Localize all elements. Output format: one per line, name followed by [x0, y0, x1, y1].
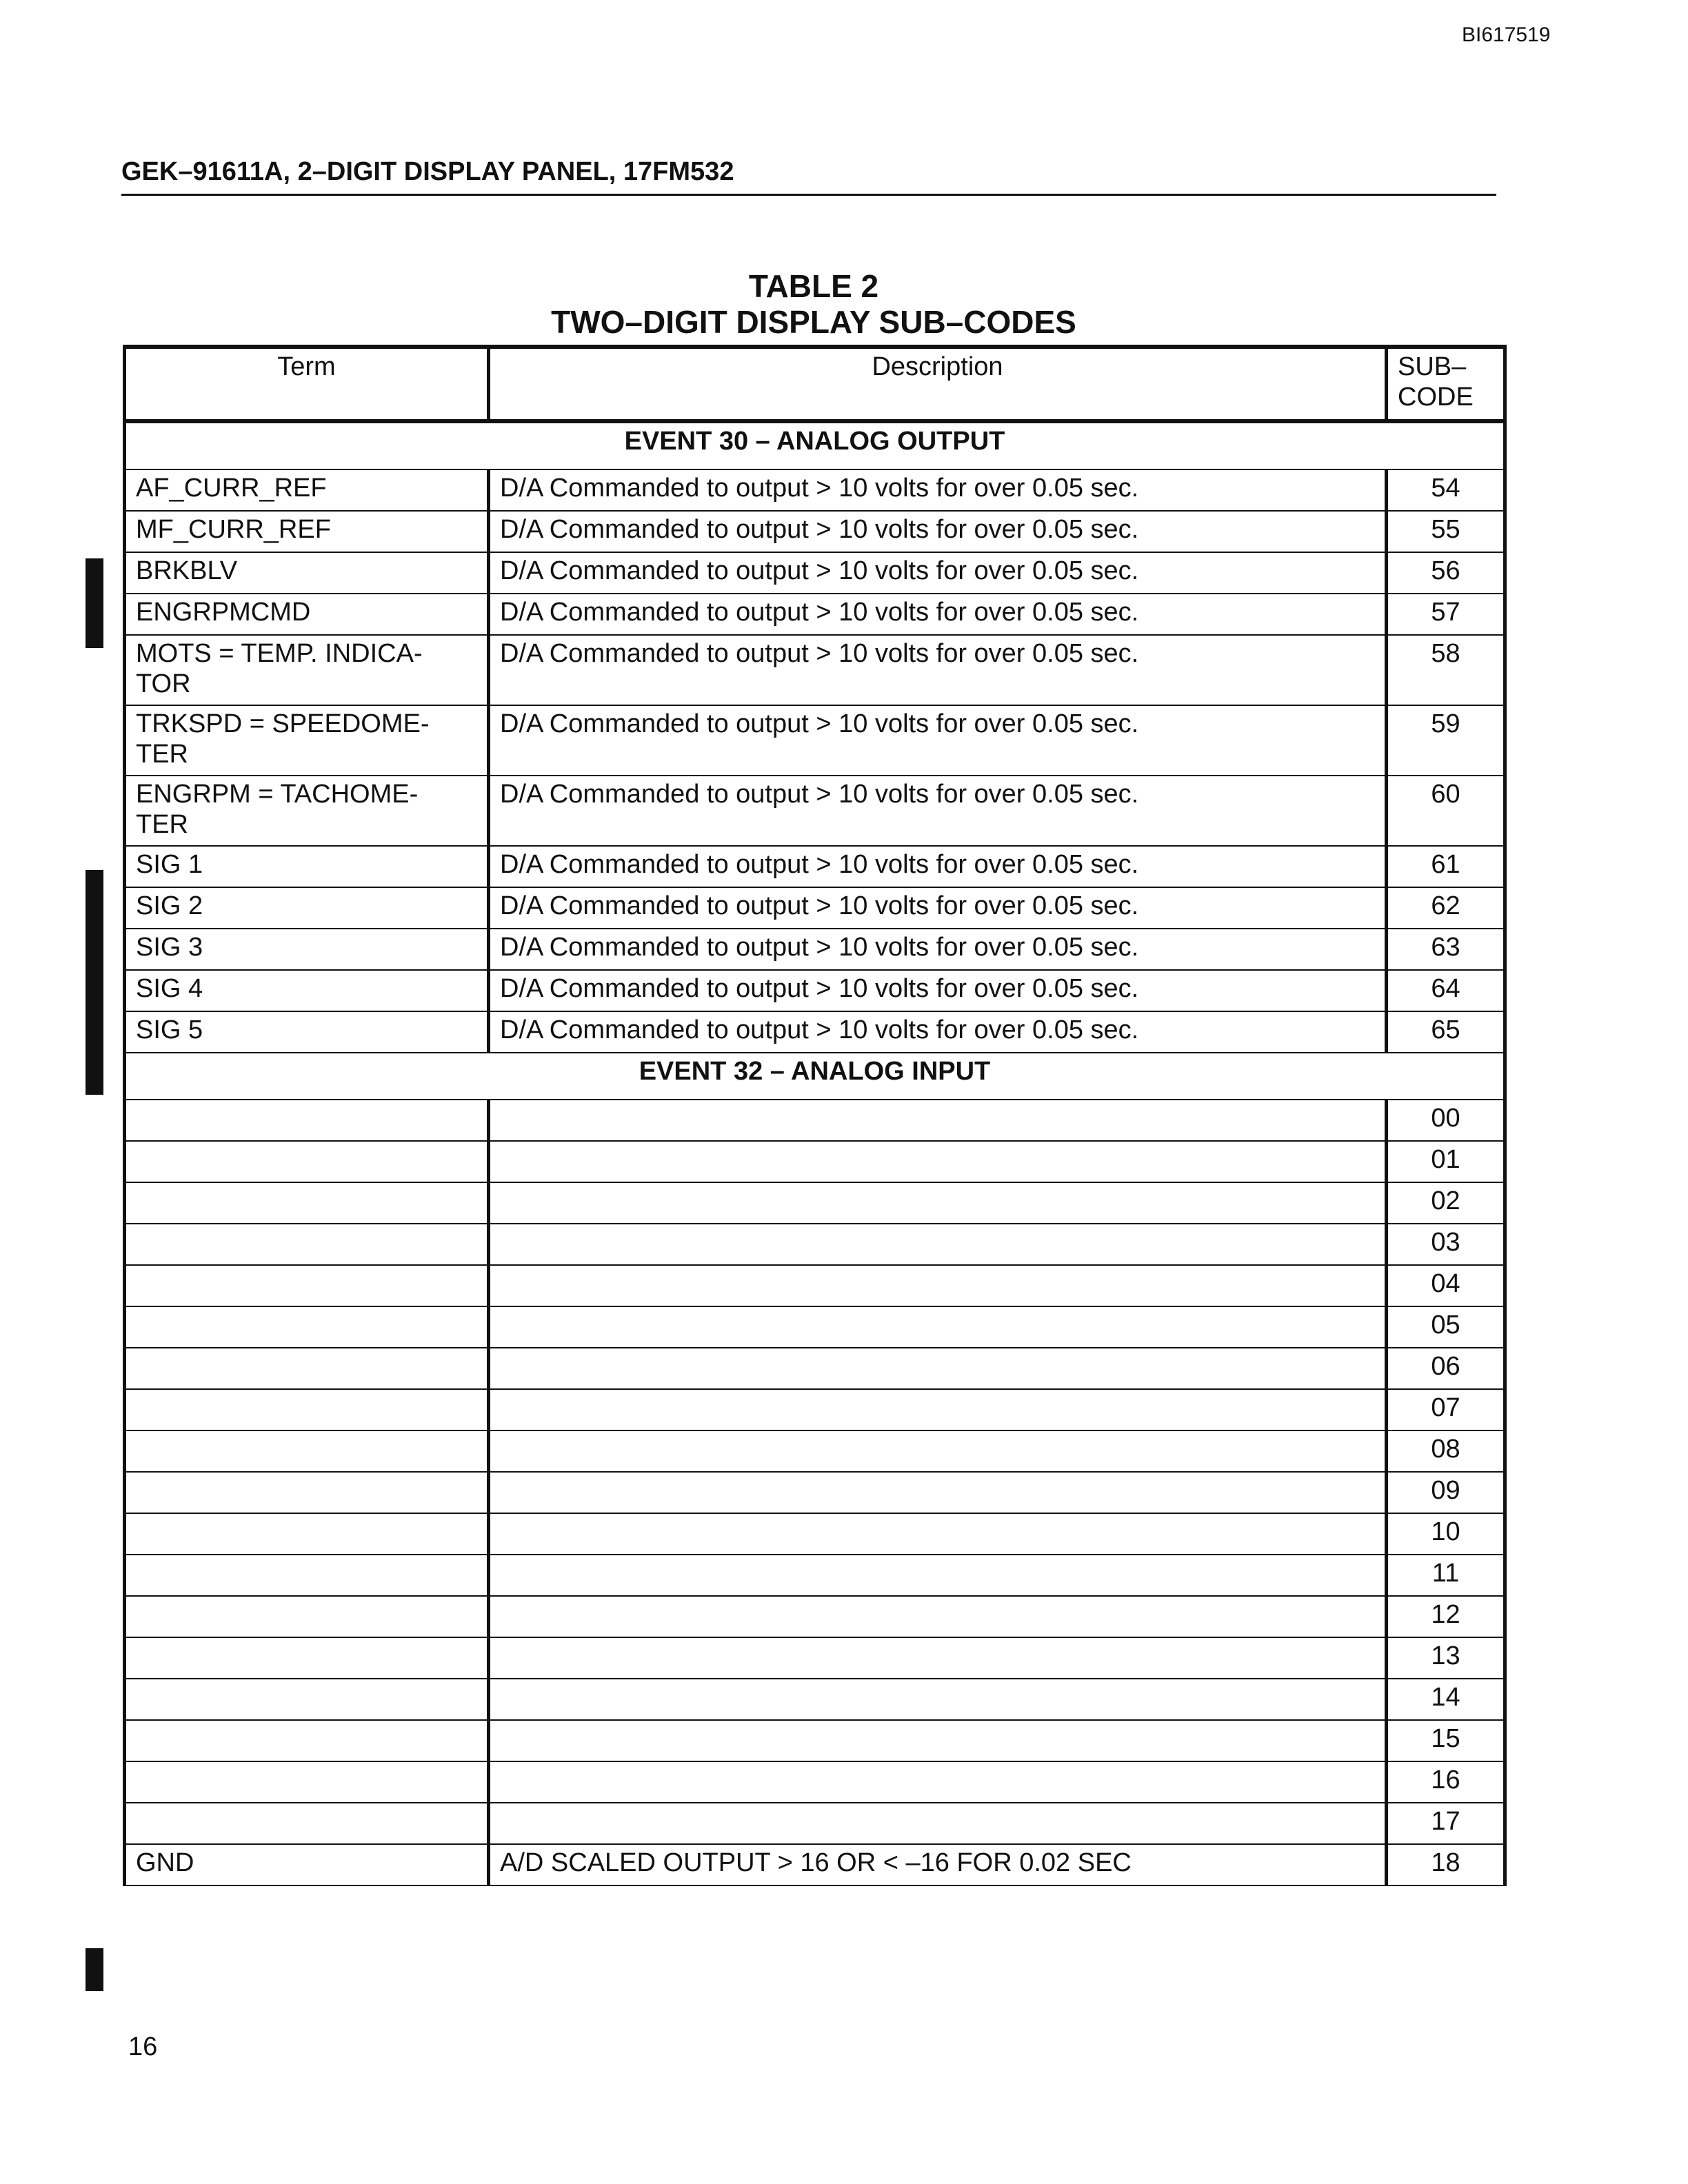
event-heading-row — [125, 421, 1505, 469]
description-cell: D/A Commanded to output > 10 volts for over 0.05 sec. — [489, 469, 1387, 511]
term-cell — [125, 1141, 489, 1182]
subcode-cell: 13 — [1387, 1637, 1505, 1679]
term-cell — [125, 1348, 489, 1389]
term-cell — [125, 1637, 489, 1679]
description-cell — [489, 1472, 1387, 1513]
table-row — [125, 511, 1505, 552]
table-row — [125, 1306, 1505, 1348]
subcode-cell: 04 — [1387, 1265, 1505, 1306]
table-row — [125, 1224, 1505, 1265]
table-row — [125, 1182, 1505, 1224]
table-row — [125, 1430, 1505, 1472]
subcode-cell: 63 — [1387, 929, 1505, 970]
table-row — [125, 635, 1505, 705]
subcode-cell: 00 — [1387, 1100, 1505, 1141]
subcode-cell: 08 — [1387, 1430, 1505, 1472]
table-row — [125, 970, 1505, 1011]
description-cell — [489, 1100, 1387, 1141]
table-row — [125, 1637, 1505, 1679]
subcode-cell: 14 — [1387, 1679, 1505, 1720]
table-row — [125, 1803, 1505, 1844]
term-cell — [125, 1596, 489, 1637]
table-body — [125, 421, 1505, 1885]
table-title: TABLE 2 — [748, 268, 879, 304]
subcode-cell: 56 — [1387, 552, 1505, 594]
description-cell — [489, 1761, 1387, 1803]
description-cell: D/A Commanded to output > 10 volts for over 0.05 sec. — [489, 846, 1387, 887]
revision-bar — [86, 870, 103, 1095]
description-cell — [489, 1513, 1387, 1555]
term-cell: SIG 3 — [125, 929, 489, 970]
term-cell — [125, 1513, 489, 1555]
running-header: GEK–91611A, 2–DIGIT DISPLAY PANEL, 17FM532 — [121, 157, 1496, 196]
subcode-cell: 60 — [1387, 776, 1505, 846]
revision-bar — [86, 1948, 103, 1991]
subcode-cell: 01 — [1387, 1141, 1505, 1182]
event-heading-row — [125, 1053, 1505, 1100]
subcode-cell: 15 — [1387, 1720, 1505, 1761]
table-row — [125, 776, 1505, 846]
description-cell: D/A Commanded to output > 10 volts for over 0.05 sec. — [489, 594, 1387, 635]
column-header-description: Description — [489, 347, 1387, 421]
term-cell — [125, 1761, 489, 1803]
table-row — [125, 1389, 1505, 1430]
subcode-cell: 03 — [1387, 1224, 1505, 1265]
table-row — [125, 1679, 1505, 1720]
term-cell — [125, 1472, 489, 1513]
description-cell — [489, 1679, 1387, 1720]
subcode-cell: 12 — [1387, 1596, 1505, 1637]
table-row — [125, 1555, 1505, 1596]
description-cell — [489, 1555, 1387, 1596]
subcode-cell: 54 — [1387, 469, 1505, 511]
subcode-cell: 55 — [1387, 511, 1505, 552]
subcode-cell: 17 — [1387, 1803, 1505, 1844]
table-row — [125, 705, 1505, 776]
event-heading: EVENT 32 – ANALOG INPUT — [125, 1053, 1505, 1100]
description-cell — [489, 1389, 1387, 1430]
subcode-cell: 11 — [1387, 1555, 1505, 1596]
table-row — [125, 1844, 1505, 1885]
description-cell — [489, 1637, 1387, 1679]
description-cell — [489, 1265, 1387, 1306]
description-cell — [489, 1182, 1387, 1224]
term-cell: SIG 2 — [125, 887, 489, 929]
revision-bar — [86, 558, 103, 648]
description-cell: D/A Commanded to output > 10 volts for over 0.05 sec. — [489, 887, 1387, 929]
subcode-cell: 02 — [1387, 1182, 1505, 1224]
term-cell — [125, 1389, 489, 1430]
table-row — [125, 1100, 1505, 1141]
subcode-cell: 59 — [1387, 705, 1505, 776]
column-header-subcode: SUB– CODE — [1387, 347, 1505, 421]
subcode-cell: 07 — [1387, 1389, 1505, 1430]
table-row — [125, 594, 1505, 635]
description-cell — [489, 1306, 1387, 1348]
description-cell — [489, 1596, 1387, 1637]
table-row — [125, 1472, 1505, 1513]
table-row — [125, 1761, 1505, 1803]
subcode-cell: 65 — [1387, 1011, 1505, 1053]
table-row — [125, 929, 1505, 970]
subcode-cell: 58 — [1387, 635, 1505, 705]
description-cell — [489, 1224, 1387, 1265]
description-cell: D/A Commanded to output > 10 volts for over 0.05 sec. — [489, 635, 1387, 705]
term-cell: ENGRPMCMD — [125, 594, 489, 635]
term-cell — [125, 1224, 489, 1265]
description-cell — [489, 1720, 1387, 1761]
term-cell: MF_CURR_REF — [125, 511, 489, 552]
description-cell — [489, 1348, 1387, 1389]
term-cell: AF_CURR_REF — [125, 469, 489, 511]
description-cell — [489, 1430, 1387, 1472]
table-header-row — [125, 347, 1505, 421]
description-cell: D/A Commanded to output > 10 volts for over 0.05 sec. — [489, 552, 1387, 594]
subcode-cell: 57 — [1387, 594, 1505, 635]
term-cell: BRKBLV — [125, 552, 489, 594]
table-row — [125, 887, 1505, 929]
term-cell: TRKSPD = SPEEDOME- TER — [125, 705, 489, 776]
term-cell: GND — [125, 1844, 489, 1885]
subcode-cell: 09 — [1387, 1472, 1505, 1513]
description-cell: D/A Commanded to output > 10 volts for over 0.05 sec. — [489, 1011, 1387, 1053]
table-row — [125, 552, 1505, 594]
subcode-cell: 05 — [1387, 1306, 1505, 1348]
table-row — [125, 1141, 1505, 1182]
subcode-table — [123, 345, 1507, 1886]
term-cell — [125, 1720, 489, 1761]
table-row — [125, 1265, 1505, 1306]
description-cell: D/A Commanded to output > 10 volts for over 0.05 sec. — [489, 776, 1387, 846]
event-heading: EVENT 30 – ANALOG OUTPUT — [125, 421, 1505, 469]
table-row — [125, 1348, 1505, 1389]
subcode-cell: 64 — [1387, 970, 1505, 1011]
description-cell — [489, 1141, 1387, 1182]
term-cell: MOTS = TEMP. INDICA- TOR — [125, 635, 489, 705]
table-row — [125, 469, 1505, 511]
table-subtitle: TWO–DIGIT DISPLAY SUB–CODES — [551, 304, 1076, 340]
subcode-cell: 16 — [1387, 1761, 1505, 1803]
column-header-term: Term — [125, 347, 489, 421]
term-cell — [125, 1265, 489, 1306]
description-cell — [489, 1803, 1387, 1844]
term-cell — [125, 1679, 489, 1720]
term-cell: SIG 4 — [125, 970, 489, 1011]
subcode-cell: 61 — [1387, 846, 1505, 887]
table-row — [125, 1011, 1505, 1053]
description-cell: D/A Commanded to output > 10 volts for over 0.05 sec. — [489, 929, 1387, 970]
description-cell: D/A Commanded to output > 10 volts for over 0.05 sec. — [489, 705, 1387, 776]
term-cell — [125, 1100, 489, 1141]
table-row — [125, 1596, 1505, 1637]
subcode-cell: 06 — [1387, 1348, 1505, 1389]
description-cell: D/A Commanded to output > 10 volts for over 0.05 sec. — [489, 970, 1387, 1011]
term-cell: ENGRPM = TACHOME- TER — [125, 776, 489, 846]
term-cell — [125, 1306, 489, 1348]
page-number: 16 — [128, 2032, 158, 2061]
term-cell — [125, 1182, 489, 1224]
table-row — [125, 1720, 1505, 1761]
term-cell: SIG 1 — [125, 846, 489, 887]
term-cell — [125, 1803, 489, 1844]
term-cell: SIG 5 — [125, 1011, 489, 1053]
subcode-cell: 62 — [1387, 887, 1505, 929]
description-cell: A/D SCALED OUTPUT > 16 OR < –16 FOR 0.02 SEC — [489, 1844, 1387, 1885]
term-cell — [125, 1430, 489, 1472]
description-cell: D/A Commanded to output > 10 volts for over 0.05 sec. — [489, 511, 1387, 552]
document-id: BI617519 — [1462, 23, 1551, 46]
table-row — [125, 1513, 1505, 1555]
table-row — [125, 846, 1505, 887]
subcode-cell: 18 — [1387, 1844, 1505, 1885]
subcode-cell: 10 — [1387, 1513, 1505, 1555]
term-cell — [125, 1555, 489, 1596]
